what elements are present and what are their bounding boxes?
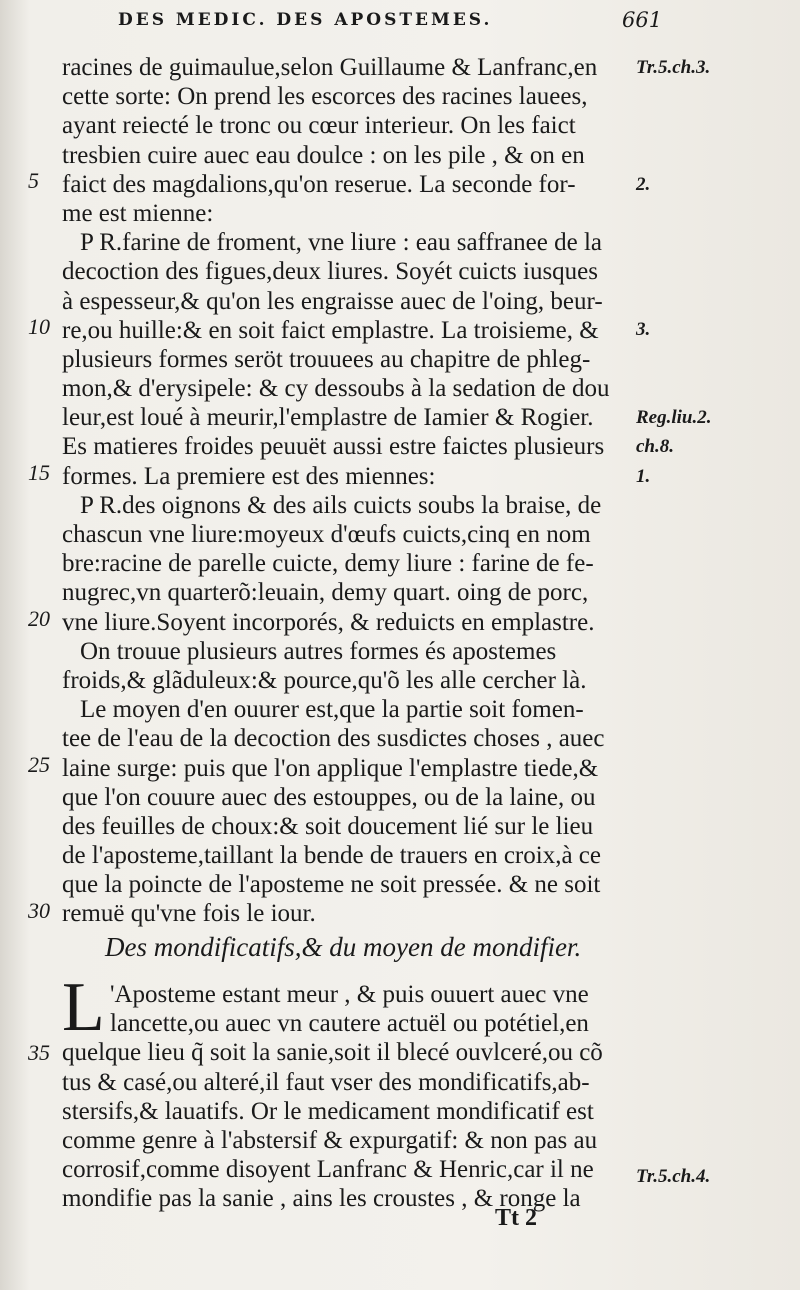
text-line: racines de guimaulue,selon Guillaume & Lanfranc,en (62, 54, 598, 81)
text-line: mondifie pas la sanie , ains les croustes , & ronge la (62, 1185, 581, 1213)
line-number: 35 (28, 1040, 50, 1065)
text-line: lancette,ou auec vn cautere actuël ou potétiel,en (110, 1010, 589, 1038)
text-line: froids,& glãduleux:& pource,qu'õ les alle cercher là. (62, 666, 587, 694)
text-line: mon,& d'erysipele: & cy dessoubs à la sedation de dou (62, 375, 610, 403)
text-line: On trouue plusieurs autres formes és apostemes (80, 637, 557, 665)
margin-note: Reg.liu.2. (636, 407, 712, 428)
text-line: tee de l'eau de la decoction des susdictes choses , auec (62, 725, 605, 753)
drop-cap: L (62, 969, 105, 1046)
text-line: quelque lieu q̃ soit la sanie,soit il blecé ouvlceré,ou cõ (62, 1039, 603, 1067)
text-line: tus & casé,ou alteré,il faut vser des mondificatifs,ab- (62, 1068, 590, 1096)
margin-note: 2. (636, 174, 651, 195)
margin-note: 3. (636, 319, 651, 340)
text-line: bre:racine de parelle cuicte, demy liure : farine de fe- (62, 550, 594, 578)
section-heading: Des mondificatifs,& du moyen de mondifier. (105, 932, 582, 962)
text-line: decoction des figues,deux liures. Soyét cuicts iusques (62, 258, 598, 286)
text-line: me est mienne: (62, 199, 214, 227)
text-line: tresbien cuire auec eau doulce : on les pile , & on en (62, 141, 585, 169)
text-line: re,ou huille:& en soit faict emplastre. La troisieme, & (62, 316, 599, 344)
text-line: P R.des oignons & des ails cuicts soubs la braise, de (80, 491, 602, 519)
text-line: vne liure.Soyent incorporés, & reduicts en emplastre. (62, 608, 595, 636)
line-number: 15 (28, 460, 50, 485)
text-line: Le moyen d'en ouurer est,que la partie soit fomen- (80, 696, 584, 724)
text-line: 'Aposteme estant meur , & puis ouuert auec vne (110, 981, 589, 1008)
text-line: laine surge: puis que l'on applique l'emplastre tiede,& (62, 754, 599, 782)
text-line: à espesseur,& qu'on les engraisse auec de l'oing, beur- (62, 287, 603, 315)
text-line: nugrec,vn quarterõ:leuain, demy quart. oing de porc, (62, 579, 589, 607)
text-line: chascun vne liure:moyeux d'œufs cuicts,cinq en nom (62, 521, 591, 548)
text-line: ayant reiecté le tronc ou cœur interieur. On les faict (62, 112, 576, 140)
text-line: cette sorte: On prend les escorces des racines lauees, (62, 83, 588, 111)
text-line: plusieurs formes seröt trouuees au chapitre de phleg- (62, 345, 591, 373)
text-line: que l'on couure auec des estouppes, ou de la laine, ou (62, 783, 596, 811)
line-number: 30 (28, 898, 50, 923)
margin-note: 1. (636, 466, 651, 487)
margin-note: ch.8. (636, 436, 674, 457)
running-head: DES MEDIC. DES APOSTEMES. (118, 10, 493, 30)
text-line: de l'aposteme,taillant la bende de trauers en croix,à ce (62, 842, 601, 870)
margin-note: Tr.5.ch.3. (636, 57, 711, 78)
text-line: leur,est loué à meurir,l'emplastre de Iamier & Rogier. (62, 404, 594, 432)
text-line: remuë qu'vne fois le iour. (62, 900, 316, 928)
text-line: que la poincte de l'aposteme ne soit pressée. & ne soit (62, 871, 601, 899)
text-line: P R.farine de froment, vne liure : eau saffranee de la (80, 229, 602, 257)
text-line: des feuilles de choux:& soit doucement lié sur le lieu (62, 812, 594, 840)
text-line: corrosif,comme disoyent Lanfranc & Henric,car il ne (62, 1156, 594, 1184)
signature-mark: Tt 2 (495, 1205, 537, 1231)
line-number: 20 (28, 606, 50, 631)
main-text-block (62, 53, 632, 929)
text-line: faict des magdalions,qu'on reserue. La seconde for- (62, 170, 576, 198)
page-number: 661 (622, 8, 663, 32)
line-number: 10 (28, 314, 50, 339)
section-text-block (62, 969, 632, 1214)
text-line: Es matieres froides peuuët aussi estre faictes plusieurs (62, 433, 605, 461)
line-number: 25 (28, 752, 50, 777)
text-line: stersifs,& lauatifs. Or le medicament mondificatif est (62, 1097, 594, 1125)
text-line: formes. La premiere est des miennes: (62, 462, 436, 490)
text-line: comme genre à l'abstersif & expurgatif: & non pas au (62, 1126, 598, 1154)
line-number: 5 (28, 168, 39, 193)
margin-note: Tr.5.ch.4. (636, 1166, 711, 1187)
